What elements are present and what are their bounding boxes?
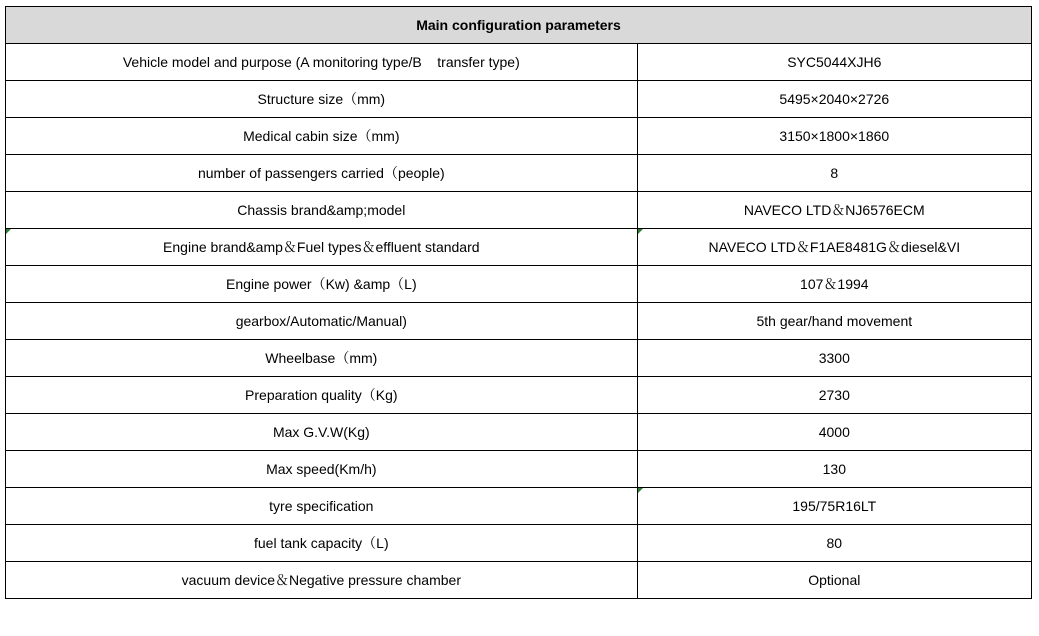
- table-row: [6, 155, 1032, 192]
- table-header-row: [6, 7, 1032, 44]
- param-value[interactable]: 3150×1800×1860: [637, 118, 1031, 155]
- table-title[interactable]: Main configuration parameters: [6, 7, 1032, 44]
- table-row: [6, 192, 1032, 229]
- param-label[interactable]: gearbox/Automatic/Manual): [6, 303, 638, 340]
- table-row: [6, 562, 1032, 599]
- table-row: [6, 44, 1032, 81]
- table-row: [6, 229, 1032, 266]
- param-label[interactable]: Structure size（mm): [6, 81, 638, 118]
- param-label[interactable]: vacuum device＆Negative pressure chamber: [6, 562, 638, 599]
- param-label[interactable]: tyre specification: [6, 488, 638, 525]
- param-label[interactable]: Medical cabin size（mm): [6, 118, 638, 155]
- param-value[interactable]: Optional: [637, 562, 1031, 599]
- param-value[interactable]: 8: [637, 155, 1031, 192]
- param-value[interactable]: 107＆1994: [637, 266, 1031, 303]
- param-value[interactable]: 2730: [637, 377, 1031, 414]
- config-parameters-table: [5, 6, 1032, 599]
- param-label[interactable]: number of passengers carried（people): [6, 155, 638, 192]
- param-label[interactable]: Engine power（Kw) &amp（L): [6, 266, 638, 303]
- param-value[interactable]: NAVECO LTD＆F1AE8481G＆diesel&VI: [637, 229, 1031, 266]
- param-value[interactable]: 80: [637, 525, 1031, 562]
- param-label[interactable]: Wheelbase（mm): [6, 340, 638, 377]
- table-row: [6, 303, 1032, 340]
- param-label[interactable]: Preparation quality（Kg): [6, 377, 638, 414]
- table-row: [6, 488, 1032, 525]
- param-value[interactable]: 4000: [637, 414, 1031, 451]
- table-row: [6, 414, 1032, 451]
- param-value[interactable]: NAVECO LTD＆NJ6576ECM: [637, 192, 1031, 229]
- table-row: [6, 451, 1032, 488]
- table-row: [6, 118, 1032, 155]
- param-value[interactable]: SYC5044XJH6: [637, 44, 1031, 81]
- param-label[interactable]: Engine brand&amp＆Fuel types＆effluent standard: [6, 229, 638, 266]
- table-row: [6, 266, 1032, 303]
- param-label[interactable]: Max speed(Km/h): [6, 451, 638, 488]
- param-label[interactable]: Max G.V.W(Kg): [6, 414, 638, 451]
- param-label[interactable]: Chassis brand&amp;model: [6, 192, 638, 229]
- param-value[interactable]: 3300: [637, 340, 1031, 377]
- table-row: [6, 377, 1032, 414]
- table-row: [6, 525, 1032, 562]
- table-row: [6, 81, 1032, 118]
- param-label[interactable]: Vehicle model and purpose (A monitoring type/B transfer type): [6, 44, 638, 81]
- param-value[interactable]: 195/75R16LT: [637, 488, 1031, 525]
- param-value[interactable]: 5495×2040×2726: [637, 81, 1031, 118]
- table-row: [6, 340, 1032, 377]
- param-value[interactable]: 5th gear/hand movement: [637, 303, 1031, 340]
- param-label[interactable]: fuel tank capacity（L): [6, 525, 638, 562]
- param-value[interactable]: 130: [637, 451, 1031, 488]
